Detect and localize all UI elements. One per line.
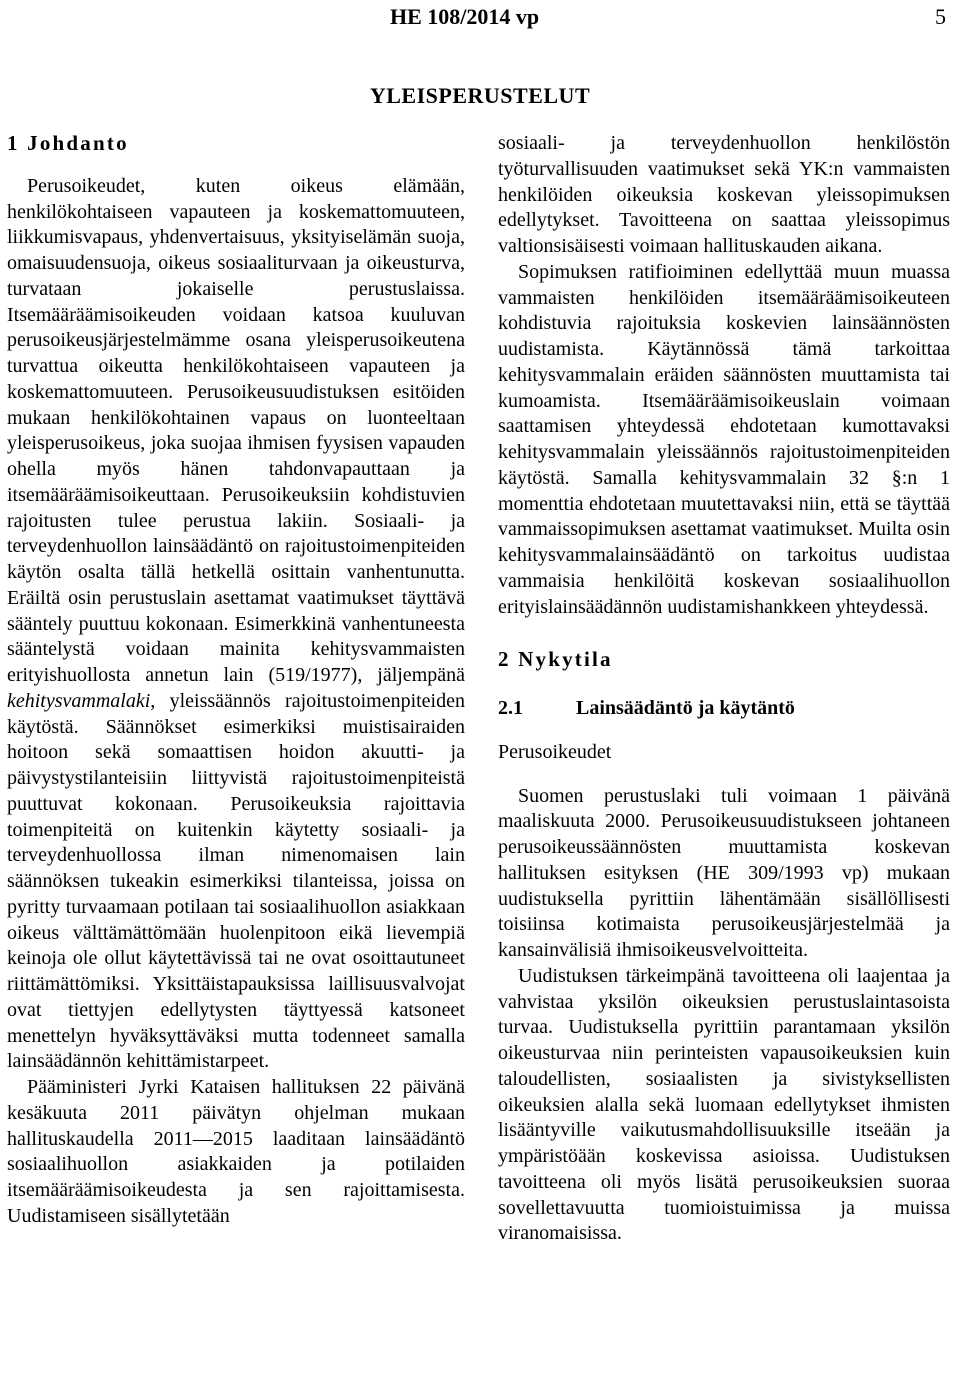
section-title: YLEISPERUSTELUT xyxy=(369,83,591,108)
paragraph-government-programme: Pääministeri Jyrki Kataisen hallituksen 22 päivänä kesäkuuta 2011 päivätyn ohjelman mukaan hallituskaudella 2011—2015 laaditaan lainsäädäntö sosiaalihuollon asiakkaiden ja potilaiden itsemääräämisoikeudesta ja sen rajoittamisesta. Uudistamiseen sisällytetään xyxy=(7,1076,465,1227)
italic-term: kehitysvammalaki xyxy=(7,689,151,712)
paragraph-text-continued: , yleissäännös rajoitustoimenpiteiden käytöstä. Säännökset esimerkiksi muistisairaiden hoitoon sekä somaattisen hoidon akuutti- ja päivystystilanteisiin liittyvistä rajoitustoimenpiteistä puuttuvat kokonaan. Perusoikeuksia rajoittavia toimenpiteitä on kuitenkin käytetty sosiaali- ja terveydenhuollossa ilman nimenomaisen lain säännöksen tukeakin esimerkiksi tilanteissa, joissa on pyritty turvaamaan potilaan tai sosiaalihuollon asiakkaan oikeus välttämättömään huolenpitoon eikä lievempiä keinoja ole ollut käytettävissä tai ne ovat osoittautuneet riittämättömiksi. Yksittäistapauksissa laillisuusvalvojat ovat tiettyjen edellytysten täyttyessä katsoneet menettelyn hyväksyttäväksi mutta todenneet samalla lainsäädännön kehittämistarpeet. xyxy=(7,689,465,1073)
heading-perusoikeudet: Perusoikeudet xyxy=(498,740,612,763)
paragraph-reform-goal: Uudistuksen tärkeimpänä tavoitteena oli laajentaa ja vahvistaa yksilön oikeuksien perustuslaintasoista turvaa. Uudistuksella pyrittiin parantamaan yksilön oikeusturvaa niin perinteisten vapausoikeuksien kuin taloudellisten, sosiaalisten ja sivistyksellisten oikeuksien alalla sekä luomaan edellytykset ihmisten lisääntyville vaikutusmahdollisuuksille itseään ja ympäristöään koskevissa asioissa. Uudistuksen tavoitteena oli myös lisätä perusoikeuksien suoraa sovellettavuutta tuomioistuimissa ja muissa viranomaisissa. xyxy=(498,964,950,1245)
page-number: 5 xyxy=(935,4,946,29)
paragraph-continued: sosiaali- ja terveydenhuollon henkilöstön työturvallisuuden vaatimukset sekä YK:n vammaisten henkilöiden oikeuksia koskevan yleissopimuksen edellytykset. Tavoitteena on saattaa yleissopimus valtionsisäisesti voimaan hallituskauden aikana. xyxy=(498,132,950,257)
right-column xyxy=(498,131,950,1247)
heading-nykytila: 2 Nykytila xyxy=(498,647,613,672)
paragraph-ratification: Sopimuksen ratifioiminen edellyttää muun muassa vammaisten henkilöiden itsemääräämisoikeuteen kohdistuvia rajoituksia koskevien lainsäännösten uudistamista. Käytännössä tämä tarkoittaa kehitysvammalain eräiden säännösten muuttamista tai kumoamista. Itsemääräämisoikeuslain voimaan saattamisen yhteydessä ehdotetaan kumottavaksi kehitysvammalain yleissäännös rajoitustoimenpiteiden käytöstä. Samalla kehitysvammalain 32 §:n 1 momenttia ehdotetaan muutettavaksi niin, että se täyttää vammaissopimuksen asettamat vaatimukset. Muilta osin kehitysvammalainsäädäntö on tarkoitus uudistaa vammaisia henkilöitä koskevan sosiaalihuollon erityislainsäädännön uudistamishankkeen yhteydessä. xyxy=(498,260,950,618)
heading-text: Lainsäädäntö ja käytäntö xyxy=(576,697,795,719)
left-column xyxy=(7,131,465,1230)
paragraph-introduction xyxy=(7,174,465,1075)
heading-johdanto: 1 Johdanto xyxy=(7,131,129,155)
paragraph-text: Perusoikeudet, kuten oikeus elämään, henkilökohtaiseen vapauteen ja koskemattomuuteen, liikkumisvapaus, yhdenvertaisuus, yksityiselämän suoja, omaisuudensuoja, oikeus sosiaaliturvaan ja oikeusturva, turvataan jokaiselle perustuslaissa. Itsemääräämisoikeuden voidaan katsoa kuuluvan perusoikeusjärjestelmämme osana yleisperusoikeutena turvattua oikeutta henkilökohtaiseen vapauteen ja koskemattomuuteen. Perusoikeusuudistuksen esitöiden mukaan henkilökohtainen vapaus on luonteeltaan yleisperusoikeus, joka suojaa ihmisen fyysisen vapauden ohella myös hänen tahdonvapauttaan ja itsemääräämisoikeuttaan. Perusoikeuksiin kohdistuvien rajoitusten tulee perustua lakiin. Sosiaali- ja terveydenhuollon lainsäädäntö on rajoitustoimenpiteiden käytön osalta tällä hetkellä osittain vanhentunutta. Eräiltä osin perustuslain asettamat vaatimukset täyttävä sääntely puuttuu kokonaan. Esimerkkinä vanhentuneesta sääntelystä voidaan mainita kehitysvammaisten erityishuollosta annetun lain (519/1977), jäljempänä xyxy=(7,174,465,686)
heading-number: 2.1 xyxy=(498,697,523,719)
paragraph-constitution: Suomen perustuslaki tuli voimaan 1 päivänä maaliskuuta 2000. Perusoikeusuudistukseen johtaneen perusoikeussäännösten muuttamista koskevan hallituksen esityksen (HE 309/1993 vp) mukaan uudistuksella pyrittiin lähentämään sisällöllisesti toisiinsa kotimaista perusoikeusjärjestelmää ja kansainvälisiä ihmisoikeusvelvoitteita. xyxy=(498,784,950,961)
document-id: HE 108/2014 vp xyxy=(390,4,540,29)
heading-lainsaadanto xyxy=(498,696,950,722)
